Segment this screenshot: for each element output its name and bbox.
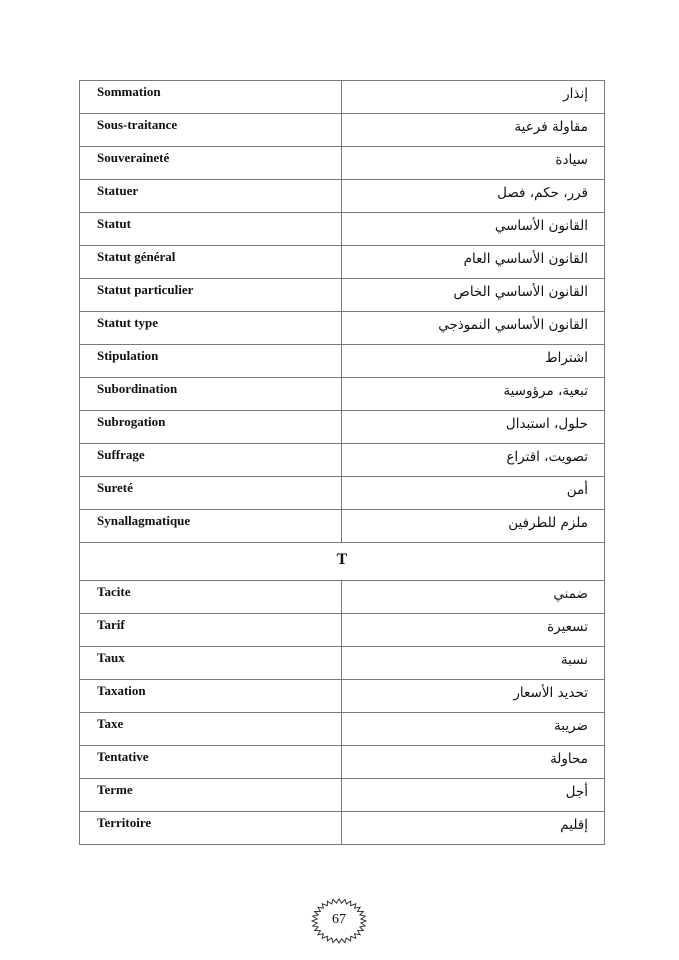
french-term: Suffrage (80, 444, 342, 477)
french-term: Statut général (80, 246, 342, 279)
glossary-row (80, 345, 605, 378)
page-number-badge (310, 897, 368, 945)
french-term: Taxation (80, 680, 342, 713)
arabic-term: ضمني (342, 581, 605, 614)
arabic-term: قرر، حكم، فصل (342, 180, 605, 213)
glossary-row (80, 647, 605, 680)
glossary-body (80, 81, 605, 845)
arabic-term: أجل (342, 779, 605, 812)
french-term: Subrogation (80, 411, 342, 444)
glossary-row (80, 312, 605, 345)
glossary-row (80, 680, 605, 713)
french-term: Tarif (80, 614, 342, 647)
arabic-term: حلول، استبدال (342, 411, 605, 444)
french-term: Taux (80, 647, 342, 680)
glossary-row (80, 477, 605, 510)
french-term: Tacite (80, 581, 342, 614)
arabic-term: القانون الأساسي العام (342, 246, 605, 279)
arabic-term: تسعيرة (342, 614, 605, 647)
glossary-row (80, 812, 605, 845)
french-term: Sous-traitance (80, 114, 342, 147)
arabic-term: ملزم للطرفين (342, 510, 605, 543)
french-term: Territoire (80, 812, 342, 845)
french-term: Terme (80, 779, 342, 812)
page-number: 67 (332, 912, 346, 927)
french-term: Sommation (80, 81, 342, 114)
arabic-term: القانون الأساسي الخاص (342, 279, 605, 312)
glossary-row (80, 713, 605, 746)
arabic-term: مقاولة فرعية (342, 114, 605, 147)
glossary-row (80, 180, 605, 213)
glossary-table (79, 80, 605, 845)
arabic-term: القانون الأساسي (342, 213, 605, 246)
arabic-term: إنذار (342, 81, 605, 114)
glossary-row (80, 279, 605, 312)
glossary-row (80, 81, 605, 114)
glossary-row (80, 746, 605, 779)
arabic-term: سيادة (342, 147, 605, 180)
glossary-row (80, 444, 605, 477)
french-term: Sureté (80, 477, 342, 510)
arabic-term: تصويت، اقتراع (342, 444, 605, 477)
glossary-row (80, 614, 605, 647)
arabic-term: تحديد الأسعار (342, 680, 605, 713)
glossary-row (80, 581, 605, 614)
section-letter-row (80, 543, 605, 581)
arabic-term: ضريبة (342, 713, 605, 746)
french-term: Tentative (80, 746, 342, 779)
french-term: Statuer (80, 180, 342, 213)
arabic-term: اشتراط (342, 345, 605, 378)
glossary-row (80, 510, 605, 543)
french-term: Stipulation (80, 345, 342, 378)
french-term: Synallagmatique (80, 510, 342, 543)
arabic-term: نسبة (342, 647, 605, 680)
glossary-row (80, 246, 605, 279)
glossary-row (80, 779, 605, 812)
glossary-row (80, 147, 605, 180)
glossary-row (80, 411, 605, 444)
glossary-row (80, 213, 605, 246)
arabic-term: أمن (342, 477, 605, 510)
french-term: Subordination (80, 378, 342, 411)
french-term: Souveraineté (80, 147, 342, 180)
french-term: Statut particulier (80, 279, 342, 312)
arabic-term: إقليم (342, 812, 605, 845)
section-letter: T (80, 543, 605, 581)
french-term: Statut (80, 213, 342, 246)
glossary-row (80, 378, 605, 411)
arabic-term: محاولة (342, 746, 605, 779)
french-term: Taxe (80, 713, 342, 746)
arabic-term: القانون الأساسي النموذجي (342, 312, 605, 345)
arabic-term: تبعية، مرؤوسية (342, 378, 605, 411)
french-term: Statut type (80, 312, 342, 345)
glossary-row (80, 114, 605, 147)
